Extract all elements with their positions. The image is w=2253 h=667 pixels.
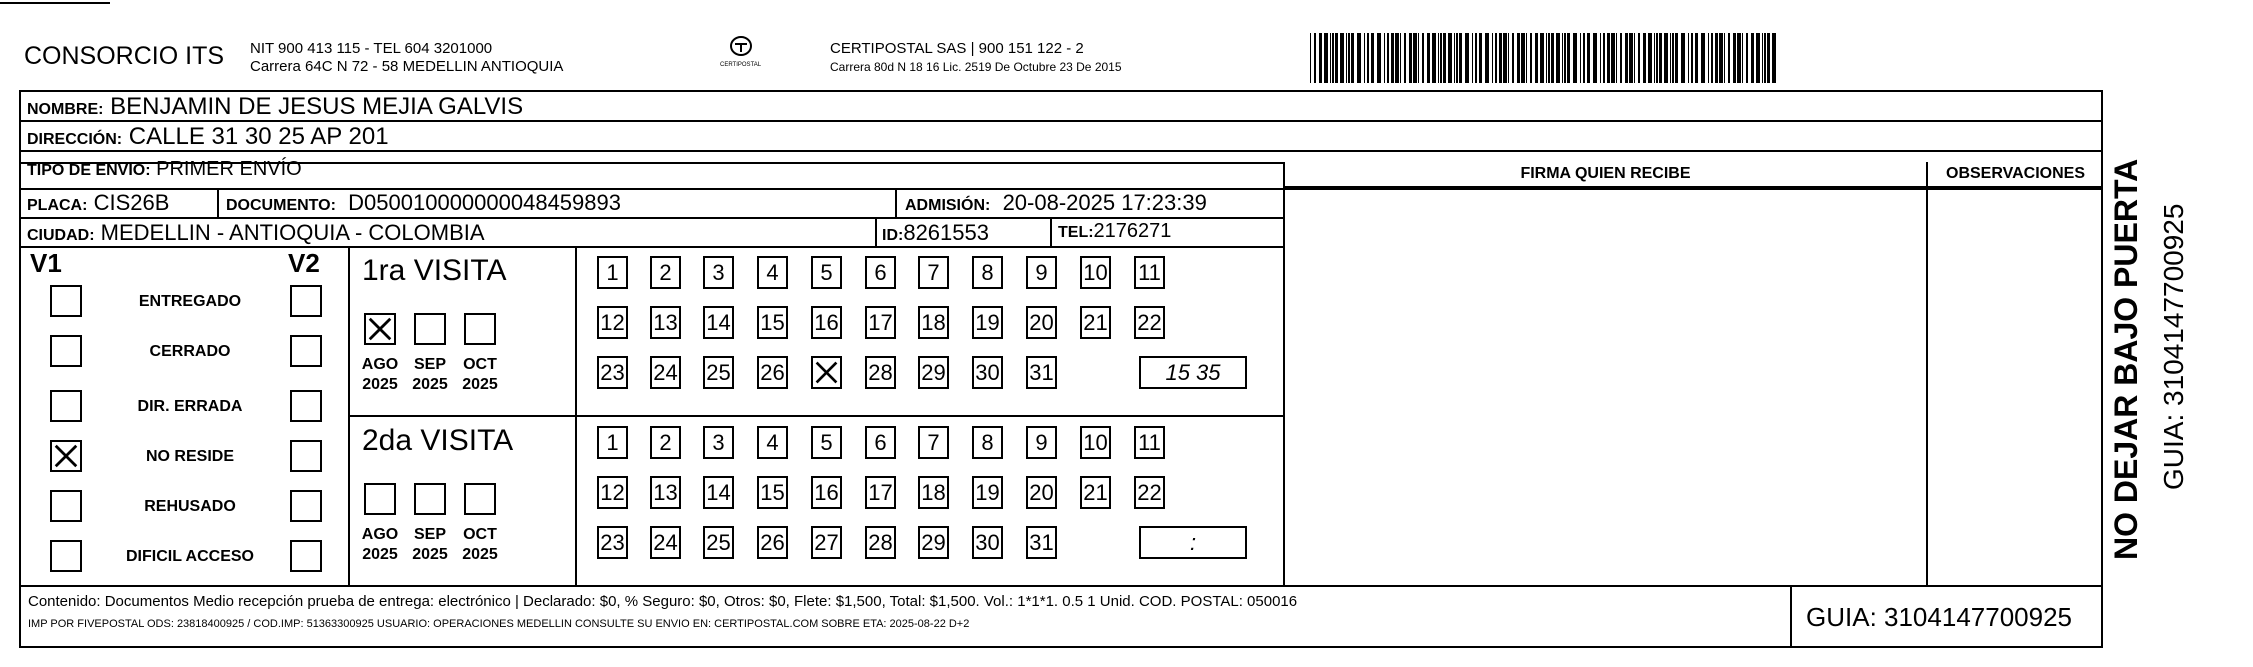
day-box[interactable]: 8: [972, 256, 1003, 289]
day-box[interactable]: 5: [811, 426, 842, 459]
certipostal-nit: CERTIPOSTAL SAS | 900 151 122 - 2: [830, 40, 1084, 57]
day-box[interactable]: 19: [972, 476, 1003, 509]
month-label: OCT: [463, 526, 497, 543]
day-box[interactable]: 27: [811, 526, 842, 559]
direccion-row: DIRECCIÓN: CALLE 31 30 25 AP 201: [27, 123, 389, 150]
observaciones-header: OBSERVACIONES: [1946, 165, 2085, 182]
day-box[interactable]: 31: [1026, 356, 1057, 389]
day-box[interactable]: 30: [972, 356, 1003, 389]
visit-time[interactable]: :: [1139, 526, 1247, 559]
day-box[interactable]: 13: [650, 476, 681, 509]
v2-checkbox[interactable]: [290, 335, 322, 367]
status-label: NO RESIDE: [145, 448, 234, 465]
v2-checkbox[interactable]: [290, 440, 322, 472]
day-box[interactable]: 12: [597, 476, 628, 509]
v1-checkbox[interactable]: [50, 540, 82, 572]
v2-label: V2: [288, 248, 320, 278]
day-box[interactable]: 9: [1026, 426, 1057, 459]
day-box[interactable]: 29: [918, 526, 949, 559]
month-label: OCT: [463, 356, 497, 373]
year-label: 2025: [362, 546, 398, 563]
day-box[interactable]: 12: [597, 306, 628, 339]
day-box[interactable]: 2: [650, 426, 681, 459]
day-box[interactable]: 23: [597, 356, 628, 389]
day-box[interactable]: 16: [811, 476, 842, 509]
status-label: CERRADO: [149, 343, 231, 360]
day-box[interactable]: 18: [918, 476, 949, 509]
year-label: 2025: [412, 376, 448, 393]
day-box[interactable]: 7: [918, 256, 949, 289]
day-box[interactable]: 2: [650, 256, 681, 289]
day-box[interactable]: 10: [1080, 256, 1111, 289]
day-box[interactable]: 4: [757, 426, 788, 459]
v1-checkbox[interactable]: [50, 440, 82, 472]
tel-field: TEL:2176271: [1058, 220, 1172, 242]
day-box[interactable]: 11: [1134, 256, 1165, 289]
day-box[interactable]: 4: [757, 256, 788, 289]
footer-guia: GUIA: 3104147700925: [1806, 602, 2072, 632]
month-checkbox[interactable]: [364, 483, 396, 515]
day-box[interactable]: 8: [972, 426, 1003, 459]
month-checkbox[interactable]: [364, 313, 396, 345]
company-nit: NIT 900 413 115 - TEL 604 3201000: [250, 40, 493, 57]
day-box[interactable]: 30: [972, 526, 1003, 559]
day-box[interactable]: 6: [865, 426, 896, 459]
day-box[interactable]: 16: [811, 306, 842, 339]
day-box[interactable]: 5: [811, 256, 842, 289]
day-box[interactable]: 23: [597, 526, 628, 559]
company-address: Carrera 64C N 72 - 58 MEDELLIN ANTIOQUIA: [250, 58, 564, 75]
day-box[interactable]: 13: [650, 306, 681, 339]
status-label: ENTREGADO: [138, 293, 242, 310]
year-label: 2025: [462, 546, 498, 563]
day-box[interactable]: 25: [703, 526, 734, 559]
day-box[interactable]: 22: [1134, 476, 1165, 509]
day-box[interactable]: 15: [757, 476, 788, 509]
status-label: DIFICIL ACCESO: [125, 548, 254, 565]
day-box[interactable]: 3: [703, 426, 734, 459]
visit2-title: 2da VISITA: [362, 424, 514, 457]
day-box[interactable]: 28: [865, 356, 896, 389]
admision-field: ADMISIÓN: 20-08-2025 17:23:39: [905, 190, 1207, 215]
day-box[interactable]: 28: [865, 526, 896, 559]
v2-checkbox[interactable]: [290, 390, 322, 422]
id-field: ID:8261553: [882, 220, 989, 245]
certipostal-logo: [725, 36, 757, 58]
scan-artifact: [0, 2, 110, 4]
day-box[interactable]: 22: [1134, 306, 1165, 339]
day-box[interactable]: 24: [650, 526, 681, 559]
company-name: CONSORCIO ITS: [24, 42, 225, 70]
day-box[interactable]: 26: [757, 526, 788, 559]
nombre-row: NOMBRE: BENJAMIN DE JESUS MEJIA GALVIS: [27, 93, 524, 120]
day-box[interactable]: 19: [972, 306, 1003, 339]
year-label: 2025: [412, 546, 448, 563]
firma-header: FIRMA QUIEN RECIBE: [1520, 165, 1691, 182]
v1-checkbox[interactable]: [50, 390, 82, 422]
month-checkbox[interactable]: [464, 483, 496, 515]
visit-time[interactable]: 15 35: [1139, 356, 1247, 389]
month-checkbox[interactable]: [464, 313, 496, 345]
month-label: AGO: [361, 526, 399, 543]
day-box[interactable]: 11: [1134, 426, 1165, 459]
day-box[interactable]: 6: [865, 256, 896, 289]
day-box[interactable]: 14: [703, 306, 734, 339]
tipo-row: TIPO DE ENVIO: PRIMER ENVÍO: [27, 158, 302, 180]
placa-field: PLACA: CIS26B: [27, 190, 170, 215]
day-box[interactable]: 26: [757, 356, 788, 389]
v2-checkbox[interactable]: [290, 540, 322, 572]
month-label: SEP: [413, 356, 446, 373]
day-box[interactable]: 3: [703, 256, 734, 289]
day-box[interactable]: 18: [918, 306, 949, 339]
year-label: 2025: [462, 376, 498, 393]
month-label: SEP: [413, 526, 446, 543]
side-warning: NO DEJAR BAJO PUERTA: [2108, 158, 2144, 560]
logo-caption: CERTIPOSTAL: [720, 62, 762, 68]
v1-checkbox[interactable]: [50, 285, 82, 317]
day-box[interactable]: 17: [865, 476, 896, 509]
day-box[interactable]: 24: [650, 356, 681, 389]
footer-contenido: Contenido: Documentos Medio recepción prueba de entrega: electrónico | Declarado: $0, % Seguro: $0, Otros: $0, Flete: $1,500, Total: $1,500. Vol.: 1*1*1. 0.5 1 Unid. COD. POSTAL: 050016: [28, 593, 1298, 610]
day-box[interactable]: 21: [1080, 306, 1111, 339]
day-box[interactable]: 31: [1026, 526, 1057, 559]
footer-imp: IMP POR FIVEPOSTAL ODS: 23818400925 / COD.IMP: 51363300925 USUARIO: OPERACIONES MEDELLIN CONSULTE SU ENVIO EN: CERTIPOSTAL.COM SOBRE ETA: 2025-08-22 D+2: [28, 618, 970, 630]
v1-label: V1: [30, 248, 62, 278]
month-checkbox[interactable]: [414, 483, 446, 515]
ciudad-field: CIUDAD: MEDELLIN - ANTIOQUIA - COLOMBIA: [27, 220, 485, 245]
side-guia: GUIA: 3104147700925: [2158, 203, 2189, 490]
status-label: REHUSADO: [144, 498, 236, 515]
v2-checkbox[interactable]: [290, 490, 322, 522]
day-box[interactable]: 20: [1026, 476, 1057, 509]
day-box[interactable]: 17: [865, 306, 896, 339]
day-box[interactable]: 7: [918, 426, 949, 459]
day-box[interactable]: 14: [703, 476, 734, 509]
day-box[interactable]: 21: [1080, 476, 1111, 509]
day-box[interactable]: 15: [757, 306, 788, 339]
day-box[interactable]: 10: [1080, 426, 1111, 459]
month-label: AGO: [361, 356, 399, 373]
day-box[interactable]: 25: [703, 356, 734, 389]
visit1-title: 1ra VISITA: [362, 254, 507, 287]
certipostal-address: Carrera 80d N 18 16 Lic. 2519 De Octubre 23 De 2015: [830, 60, 1122, 74]
status-label: DIR. ERRADA: [137, 398, 243, 415]
day-box[interactable]: 1: [597, 426, 628, 459]
year-label: 2025: [362, 376, 398, 393]
day-box[interactable]: [811, 356, 842, 389]
day-box[interactable]: 20: [1026, 306, 1057, 339]
day-box[interactable]: 29: [918, 356, 949, 389]
v1-checkbox[interactable]: [50, 490, 82, 522]
day-box[interactable]: 9: [1026, 256, 1057, 289]
v2-checkbox[interactable]: [290, 285, 322, 317]
month-checkbox[interactable]: [414, 313, 446, 345]
barcode: [1310, 33, 1780, 83]
day-box[interactable]: 1: [597, 256, 628, 289]
v1-checkbox[interactable]: [50, 335, 82, 367]
documento-field: DOCUMENTO: D050010000000048459893: [226, 190, 621, 215]
